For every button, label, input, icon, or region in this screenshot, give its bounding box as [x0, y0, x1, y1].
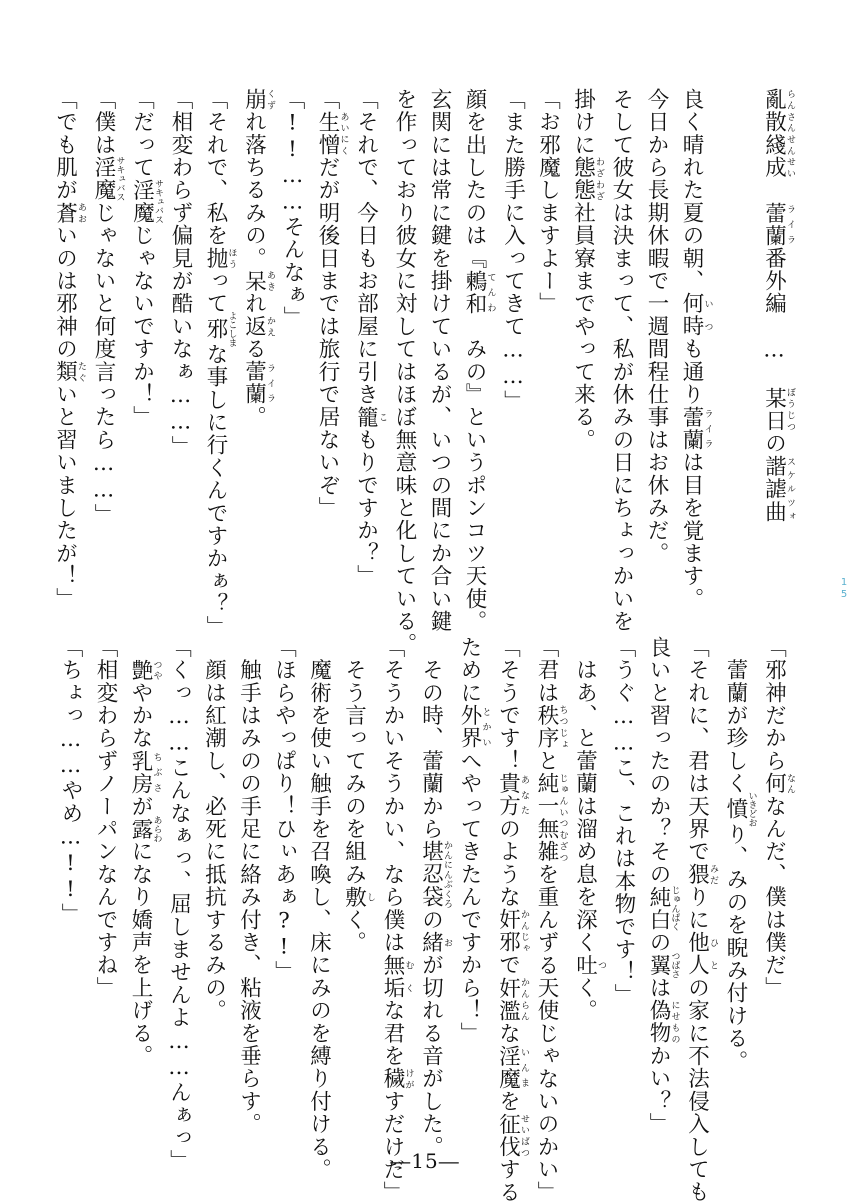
dialogue-line: 「ちょっ……やめ…!!」 — [58, 636, 83, 926]
dialogue-line: 良いと習ったのか？その純白じゅんぱくの翼つばさは偽物にせものかい？」 — [646, 636, 680, 1136]
text-line: はあ、と蕾蘭は溜め息を深く吐つく。 — [572, 636, 606, 1022]
text-line: 触手はみのの手足に絡み付き、粘液を垂らす。 — [236, 636, 262, 1136]
text-line: を作っており彼女に対してはほぼ無意味と化している。 — [392, 88, 417, 656]
dialogue-line: 「でも肌が蒼あおいのは邪神の類たぐいと習いましたが！」 — [52, 88, 86, 611]
dialogue-line: 「お邪魔しますよー」 — [535, 88, 561, 315]
text-line: 顔は紅潮し、必死に抵抗するみの。 — [201, 636, 227, 1022]
dialogue-line: 「それで、今日もお部屋に引き籠こもりですか？」 — [353, 88, 387, 588]
text-line: そう言ってみのを組み敷しく。 — [341, 636, 375, 954]
text-line: 顔を出したのは『鶫和てんわ みの』というポンコツ天使。 — [462, 88, 496, 633]
dialogue-line: ために外界とかいへやってきたんですから！」 — [457, 636, 491, 1045]
dialogue-line: 「ほらやっぱり！ひぃあぁ?!」 — [271, 636, 297, 984]
text-line: 良く晴れた夏の朝、何時いつも通り蕾蘭ライラは目を覚ます。 — [679, 88, 713, 611]
text-line: 玄関には常に鍵を掛けているが、いつの間にか合い鍵 — [427, 88, 452, 633]
text-line: 魔術を使い触手を召喚し、床にみのを縛り付ける。 — [306, 636, 332, 1181]
text-line: 崩くずれ落ちるみの。呆あきれ返かえる蕾蘭ライラ。 — [241, 88, 275, 429]
dialogue-line: 「くっ……こんなぁっ、屈しませんよ……んぁっ」 — [166, 636, 192, 1173]
chapter-title: 亂散綫成らんさんせんせい 蕾蘭ライラ番外編 … 某日ぼうじつの諧謔曲スケルツォ — [761, 88, 795, 523]
dialogue-line: 「相変わらず偏見が酷いなぁ……」 — [168, 88, 193, 459]
upper-text-block — [52, 88, 795, 656]
page-number: ―15― — [390, 1149, 460, 1173]
dialogue-line: 「それで、私を抛ほうって邪よこしまな事しに行くんですかぁ？」 — [203, 88, 237, 639]
dialogue-line: 「邪神だから何なんなんだ、僕は僕だ」 — [761, 636, 795, 1000]
dialogue-line: 「それに、君は天界で猥みだりに他人ひとの家に不法侵入しても — [684, 636, 718, 1204]
text-line: 今日から長期休暇で一週間程仕事はお休みだ。 — [644, 88, 669, 565]
dialogue-line: 「そうです！貴方あなたのような奸邪かんじゃで奸濫かんらんな淫魔いんまを征伐せいばつする — [495, 636, 529, 1204]
text-line: 艶つややかな乳房ちぶさが露あらわになり嬌声を上げる。 — [128, 658, 162, 1068]
dialogue-line: 「僕は淫魔サキュバスじゃないと何度言ったら……」 — [91, 88, 125, 527]
text-line: 掛けに態態わざわざ社員寮までやって来る。 — [570, 88, 604, 452]
dialogue-line: 「うぐ……こ、これは本物です！」 — [611, 636, 636, 1007]
text-line: 蕾蘭が珍しく憤いきどおり、みのを睨み付ける。 — [723, 636, 757, 1073]
dialogue-line: 「相変わらずノーパンなんですね」 — [93, 636, 118, 1000]
dialogue-line: 「だって淫魔サキュバスじゃないですか！」 — [129, 88, 163, 429]
dialogue-line: 「また勝手に入ってきて……」 — [500, 88, 526, 413]
dialogue-line: 「!!……そんなぁ」 — [280, 88, 305, 329]
text-line: その時、蕾蘭から堪忍袋かんにんぶくろの緒おが切れる音がした。 — [418, 636, 452, 1159]
text-line: そして彼女は決まって、私が休みの日にちょっかいを — [609, 88, 634, 633]
dialogue-line: 「生憎あいにくだが明後日までは旅行で居ないぞ」 — [315, 88, 349, 520]
dialogue-line: 「君は秩序ちつじょと純一無雑じゅんいつむざつを重んずる天使じゃないのかい」 — [534, 636, 568, 1204]
side-page-number: 1 5 — [840, 577, 848, 600]
dialogue-line: 「そうかいそうかい、なら僕は無垢むくな君を穢けがすだけだ」 — [380, 636, 414, 1204]
